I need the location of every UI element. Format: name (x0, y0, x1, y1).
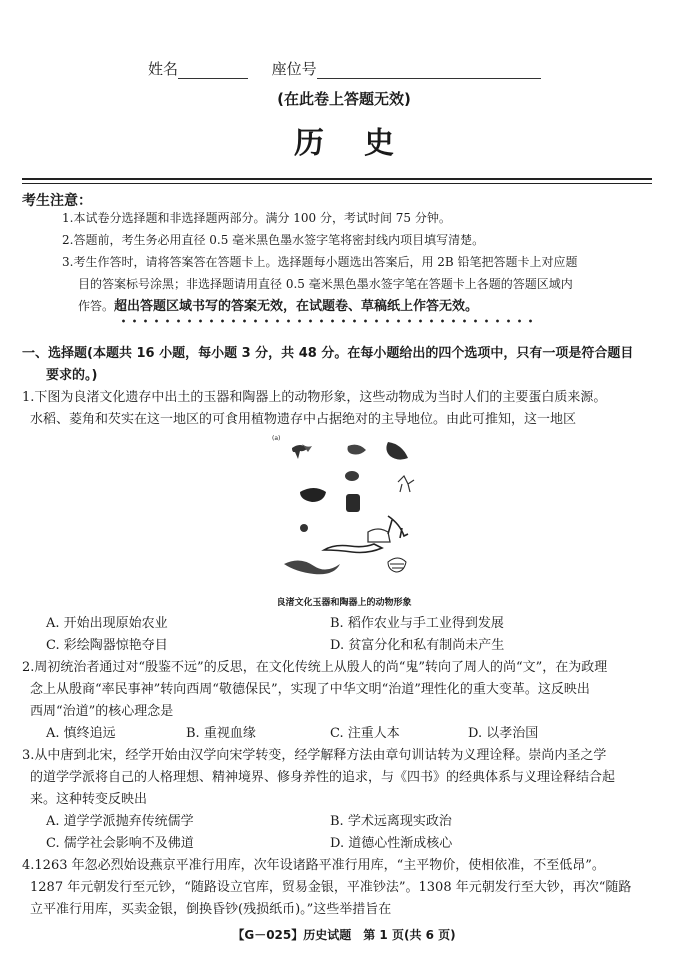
jade-jar-motif (346, 494, 360, 512)
note-3: 3.考生作答时，请将答案答在答题卡上。选择题每小题选出答案后，用 2B 铅笔把答题卡上对应题 (62, 255, 578, 269)
question-1-option-b[interactable]: B. 稻作农业与手工业得到发展 (330, 616, 504, 631)
question-4-stem (22, 855, 654, 921)
question-2-line-3: 西周“治道”的核心理念是 (30, 704, 174, 719)
page-footer: 【G－025】历史试题 第 1 页(共 6 页) (232, 928, 456, 942)
turtle-motif (388, 558, 406, 572)
question-4-line-1: 4.1263 年忽必烈始设燕京平准行用库，次年设诸路平准行用库，“主平物价，使相依准，不至低昂”。 (22, 858, 605, 873)
question-1-option-c[interactable]: C. 彩绘陶器惊艳夺目 (46, 638, 168, 653)
note-3-emphasis: 超出答题区域书写的答案无效，在试题卷、草稿纸上作答无效。 (114, 299, 479, 314)
section-header (22, 343, 654, 387)
question-3-option-b[interactable]: B. 学术远离现实政治 (330, 814, 452, 829)
question-2-option-d[interactable]: D. 以孝治国 (468, 726, 539, 741)
deer-motif (388, 516, 408, 538)
figure-tag: (a) (272, 435, 281, 442)
name-label: 姓名 (148, 60, 179, 78)
question-1-line-1: 1.下图为良渚文化遗存中出土的玉器和陶器上的动物形象，这些动物成为当时人们的主要蛋白质来源。 (22, 390, 607, 405)
dragon-motif (324, 544, 382, 553)
question-2-stem (22, 657, 654, 723)
note-3-cont-2 (78, 295, 654, 318)
question-3-option-d[interactable]: D. 道德心性渐成核心 (330, 836, 453, 851)
seat-label: 座位号 (271, 60, 317, 78)
section-line-1: 一、选择题(本题共 16 小题，每小题 3 分，共 48 分。在每小题给出的四个选项中，只有一项是符合题目 (22, 346, 634, 361)
bird-motif (386, 442, 408, 460)
question-2-option-a[interactable]: A. 慎终追远 (46, 726, 116, 741)
question-1-option-d[interactable]: D. 贫富分化和私有制尚未产生 (330, 638, 505, 653)
divider (22, 183, 652, 184)
question-4-line-3: 立平准行用库，买卖金银，倒换昏钞(残损纸币)。”这些举措旨在 (30, 902, 392, 917)
page-title: 历史 (294, 126, 434, 161)
animal-motifs-figure (270, 432, 430, 590)
seat-number-field[interactable] (317, 62, 541, 79)
note-3-cont: 目的答案标号涂黑；非选择题请用直径 0.5 毫米黑色墨水签字笔在答题卡上各题的答题区域内 (78, 277, 573, 291)
question-3-line-1: 3.从中唐到北宋，经学开始由汉学向宋学转变，经学解释方法由章句训诂转为义理诠释。崇尚内圣之学 (22, 748, 607, 763)
name-field[interactable] (178, 62, 248, 79)
note-2: 2.答题前，考生务必用直径 0.5 毫米黑色墨水签字笔将密封线内项目填写清楚。 (62, 233, 485, 247)
divider (22, 178, 652, 180)
question-3-option-a[interactable]: A. 道学学派抛弃传统儒学 (46, 814, 194, 829)
question-3-line-3: 来。这种转变反映出 (30, 792, 148, 807)
question-2-line-1: 2.周初统治者通过对“殷鉴不远”的反思，在文化传统上从殷人的尚“鬼”转向了周人的尚“文”，在为政理 (22, 660, 608, 675)
notes-title: 考生注意： (22, 193, 92, 209)
question-3-line-2: 的道学学派将自己的人格理想、精神境界、修身养性的追求，与《四书》的经典体系与义理诠释结合起 (30, 770, 616, 785)
deer-motif (398, 476, 414, 492)
question-4-line-2: 1287 年元朝发行至元钞，“随路设立官库，贸易金银，平准钞法”。1308 年元朝发行至大钞，再次“随路 (30, 880, 632, 895)
question-1-option-a[interactable]: A. 开始出现原始农业 (46, 616, 168, 631)
note-3-plain: 作答。 (78, 299, 115, 313)
lizard-motif (284, 560, 340, 574)
animal-motifs-illustration (270, 432, 430, 590)
question-2-option-c[interactable]: C. 注重人本 (330, 726, 400, 741)
question-3-option-c[interactable]: C. 儒学社会影响不及佛道 (46, 836, 194, 851)
question-1-stem (22, 387, 654, 431)
pig-motif (368, 529, 390, 542)
figure-caption: 良渚文化玉器和陶器上的动物形象 (276, 598, 412, 608)
bird-motif (348, 445, 367, 455)
note-1: 1.本试卷分选择题和非选择题两部分。满分 100 分，考试时间 75 分钟。 (62, 211, 451, 225)
student-info-line (148, 58, 541, 79)
turtle-motif (345, 471, 359, 481)
fish-motif (300, 488, 326, 502)
invalid-answer-notice: (在此卷上答题无效) (277, 90, 411, 108)
question-2-option-b[interactable]: B. 重视血缘 (186, 726, 256, 741)
question-2-line-2: 念上从殷商“率民事神”转向西周“敬德保民”，实现了中华文明“治道”理性化的重大变革。这反映出 (30, 682, 590, 697)
emphasis-dots (118, 318, 538, 324)
question-1-line-2: 水稻、菱角和芡实在这一地区的可食用植物遗存中占据绝对的主导地位。由此可推知，这一地区 (30, 412, 577, 427)
small-animal-motif (300, 524, 308, 532)
question-3-stem (22, 745, 654, 811)
section-line-2: 要求的。) (46, 368, 98, 383)
